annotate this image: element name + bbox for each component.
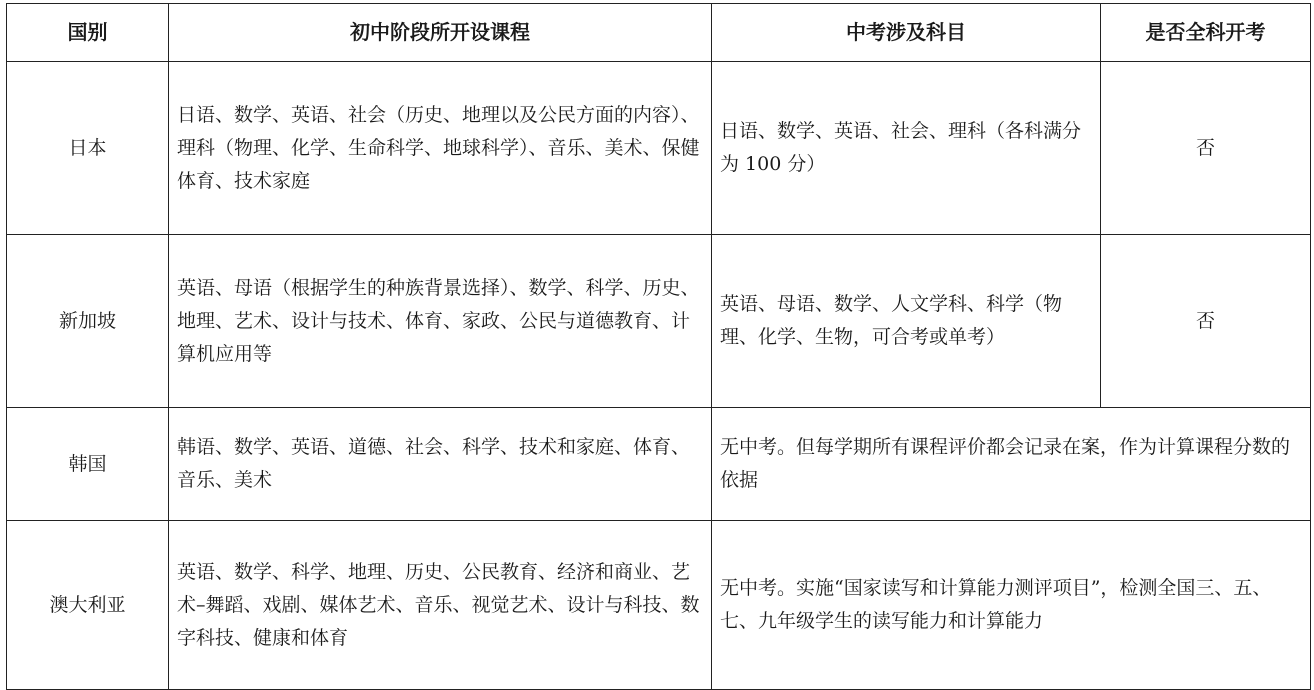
country-cell: 澳大利亚 — [7, 521, 169, 690]
header-exam-subjects: 中考涉及科目 — [712, 4, 1101, 62]
country-cell: 新加坡 — [7, 235, 169, 408]
courses-cell: 英语、母语（根据学生的种族背景选择）、数学、科学、历史、地理、艺术、设计与技术、体育、家政、公民与道德教育、计算机应用等 — [169, 235, 712, 408]
exam-note-cell: 无中考。但每学期所有课程评价都会记录在案，作为计算课程分数的依据 — [712, 408, 1311, 521]
table-row — [7, 62, 1311, 235]
all-subjects-cell: 否 — [1101, 235, 1311, 408]
courses-cell: 韩语、数学、英语、道德、社会、科学、技术和家庭、体育、音乐、美术 — [169, 408, 712, 521]
header-row — [7, 4, 1311, 62]
country-cell: 韩国 — [7, 408, 169, 521]
all-subjects-cell: 否 — [1101, 62, 1311, 235]
exam-note-cell: 无中考。实施“国家读写和计算能力测评项目”，检测全国三、五、七、九年级学生的读写能力和计算能力 — [712, 521, 1311, 690]
header-all-subjects: 是否全科开考 — [1101, 4, 1311, 62]
header-country: 国别 — [7, 4, 169, 62]
exam-subjects-cell: 英语、母语、数学、人文学科、科学（物理、化学、生物，可合考或单考） — [712, 235, 1101, 408]
table-row — [7, 408, 1311, 521]
table-row — [7, 521, 1311, 690]
exam-subjects-cell: 日语、数学、英语、社会、理科（各科满分为 100 分） — [712, 62, 1101, 235]
header-courses: 初中阶段所开设课程 — [169, 4, 712, 62]
comparison-table — [6, 3, 1311, 690]
courses-cell: 英语、数学、科学、地理、历史、公民教育、经济和商业、艺术–舞蹈、戏剧、媒体艺术、音乐、视觉艺术、设计与科技、数字科技、健康和体育 — [169, 521, 712, 690]
courses-cell: 日语、数学、英语、社会（历史、地理以及公民方面的内容）、理科（物理、化学、生命科学、地球科学）、音乐、美术、保健体育、技术家庭 — [169, 62, 712, 235]
country-cell: 日本 — [7, 62, 169, 235]
table-row — [7, 235, 1311, 408]
